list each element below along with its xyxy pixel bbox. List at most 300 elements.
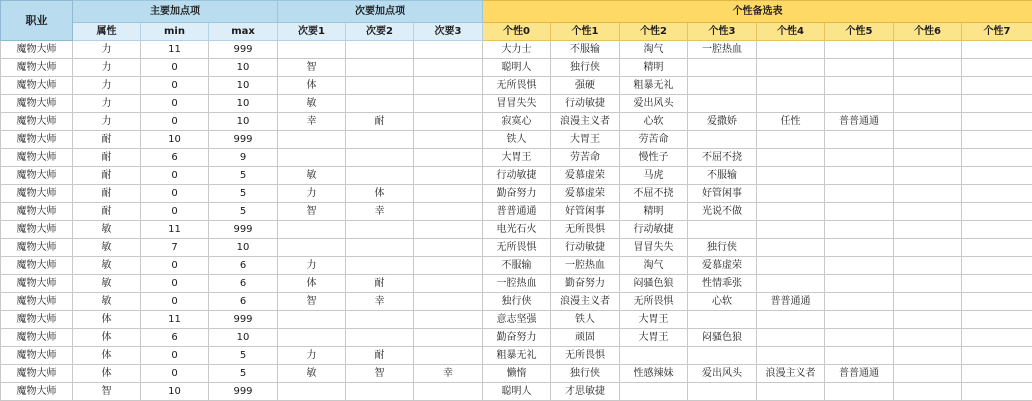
individuality-3-cell[interactable]: 闷骚色狼 bbox=[688, 329, 757, 347]
individuality-2-cell[interactable]: 粗暴无礼 bbox=[620, 77, 688, 95]
individuality-0-cell[interactable]: 一腔热血 bbox=[483, 275, 551, 293]
secondary-1-cell[interactable] bbox=[278, 149, 346, 167]
job-cell[interactable]: 魔物大师 bbox=[1, 149, 73, 167]
attr-cell[interactable]: 敏 bbox=[73, 239, 141, 257]
min-cell[interactable]: 10 bbox=[141, 131, 209, 149]
individuality-0-cell[interactable]: 聪明人 bbox=[483, 59, 551, 77]
individuality-2-cell[interactable]: 劳苦命 bbox=[620, 131, 688, 149]
secondary-3-cell[interactable] bbox=[414, 257, 483, 275]
individuality-4-cell[interactable] bbox=[757, 77, 825, 95]
attr-cell[interactable]: 力 bbox=[73, 41, 141, 59]
secondary-3-cell[interactable] bbox=[414, 77, 483, 95]
secondary-1-cell[interactable]: 体 bbox=[278, 77, 346, 95]
job-cell[interactable]: 魔物大师 bbox=[1, 59, 73, 77]
individuality-4-cell[interactable] bbox=[757, 167, 825, 185]
secondary-3-cell[interactable] bbox=[414, 95, 483, 113]
max-cell[interactable]: 5 bbox=[209, 365, 278, 383]
secondary-1-cell[interactable] bbox=[278, 239, 346, 257]
individuality-5-cell[interactable]: 普普通通 bbox=[825, 365, 894, 383]
secondary-1-cell[interactable]: 智 bbox=[278, 203, 346, 221]
individuality-3-cell[interactable] bbox=[688, 59, 757, 77]
secondary-1-cell[interactable] bbox=[278, 41, 346, 59]
individuality-6-cell[interactable] bbox=[894, 113, 962, 131]
attr-cell[interactable]: 敏 bbox=[73, 275, 141, 293]
individuality-2-cell[interactable]: 无所畏惧 bbox=[620, 293, 688, 311]
attr-cell[interactable]: 敏 bbox=[73, 257, 141, 275]
individuality-7-cell[interactable] bbox=[962, 77, 1032, 95]
individuality-4-cell[interactable] bbox=[757, 311, 825, 329]
individuality-3-cell[interactable] bbox=[688, 77, 757, 95]
max-cell[interactable]: 5 bbox=[209, 203, 278, 221]
individuality-5-cell[interactable] bbox=[825, 95, 894, 113]
individuality-2-cell[interactable]: 冒冒失失 bbox=[620, 239, 688, 257]
individuality-2-cell[interactable]: 心软 bbox=[620, 113, 688, 131]
individuality-4-cell[interactable] bbox=[757, 275, 825, 293]
min-cell[interactable]: 0 bbox=[141, 113, 209, 131]
secondary-1-cell[interactable]: 敏 bbox=[278, 167, 346, 185]
individuality-5-cell[interactable] bbox=[825, 77, 894, 95]
individuality-0-cell[interactable]: 铁人 bbox=[483, 131, 551, 149]
min-cell[interactable]: 6 bbox=[141, 149, 209, 167]
individuality-4-cell[interactable] bbox=[757, 239, 825, 257]
secondary-1-cell[interactable]: 智 bbox=[278, 59, 346, 77]
individuality-4-cell[interactable] bbox=[757, 95, 825, 113]
secondary-2-cell[interactable]: 耐 bbox=[346, 113, 414, 131]
individuality-3-cell[interactable] bbox=[688, 221, 757, 239]
job-cell[interactable]: 魔物大师 bbox=[1, 329, 73, 347]
attr-cell[interactable]: 耐 bbox=[73, 149, 141, 167]
individuality-1-cell[interactable]: 劳苦命 bbox=[551, 149, 620, 167]
individuality-1-cell[interactable]: 不服输 bbox=[551, 41, 620, 59]
individuality-7-cell[interactable] bbox=[962, 149, 1032, 167]
header-individuality-0[interactable]: 个性0 bbox=[483, 23, 551, 41]
secondary-1-cell[interactable] bbox=[278, 329, 346, 347]
individuality-2-cell[interactable]: 闷骚色狼 bbox=[620, 275, 688, 293]
secondary-1-cell[interactable]: 力 bbox=[278, 347, 346, 365]
individuality-7-cell[interactable] bbox=[962, 257, 1032, 275]
job-cell[interactable]: 魔物大师 bbox=[1, 167, 73, 185]
individuality-7-cell[interactable] bbox=[962, 113, 1032, 131]
secondary-1-cell[interactable] bbox=[278, 221, 346, 239]
header-main-group[interactable]: 主要加点项 bbox=[73, 1, 278, 23]
individuality-3-cell[interactable]: 性情乖张 bbox=[688, 275, 757, 293]
individuality-0-cell[interactable]: 无所畏惧 bbox=[483, 239, 551, 257]
job-cell[interactable]: 魔物大师 bbox=[1, 221, 73, 239]
individuality-3-cell[interactable]: 一腔热血 bbox=[688, 41, 757, 59]
secondary-1-cell[interactable]: 体 bbox=[278, 275, 346, 293]
secondary-2-cell[interactable] bbox=[346, 329, 414, 347]
individuality-7-cell[interactable] bbox=[962, 167, 1032, 185]
individuality-0-cell[interactable]: 懒惰 bbox=[483, 365, 551, 383]
attr-cell[interactable]: 力 bbox=[73, 113, 141, 131]
individuality-7-cell[interactable] bbox=[962, 365, 1032, 383]
job-cell[interactable]: 魔物大师 bbox=[1, 275, 73, 293]
individuality-6-cell[interactable] bbox=[894, 131, 962, 149]
secondary-2-cell[interactable]: 幸 bbox=[346, 203, 414, 221]
min-cell[interactable]: 11 bbox=[141, 221, 209, 239]
individuality-5-cell[interactable] bbox=[825, 221, 894, 239]
secondary-3-cell[interactable] bbox=[414, 113, 483, 131]
individuality-0-cell[interactable]: 勤奋努力 bbox=[483, 185, 551, 203]
individuality-6-cell[interactable] bbox=[894, 257, 962, 275]
max-cell[interactable]: 10 bbox=[209, 77, 278, 95]
secondary-1-cell[interactable]: 智 bbox=[278, 293, 346, 311]
secondary-2-cell[interactable] bbox=[346, 167, 414, 185]
individuality-3-cell[interactable]: 爱出风头 bbox=[688, 365, 757, 383]
max-cell[interactable]: 6 bbox=[209, 275, 278, 293]
individuality-3-cell[interactable]: 好管闲事 bbox=[688, 185, 757, 203]
individuality-5-cell[interactable] bbox=[825, 41, 894, 59]
secondary-2-cell[interactable]: 体 bbox=[346, 185, 414, 203]
individuality-3-cell[interactable] bbox=[688, 347, 757, 365]
individuality-6-cell[interactable] bbox=[894, 347, 962, 365]
individuality-3-cell[interactable] bbox=[688, 95, 757, 113]
min-cell[interactable]: 11 bbox=[141, 311, 209, 329]
individuality-3-cell[interactable]: 爱慕虚荣 bbox=[688, 257, 757, 275]
individuality-0-cell[interactable]: 大力士 bbox=[483, 41, 551, 59]
secondary-1-cell[interactable] bbox=[278, 383, 346, 401]
job-cell[interactable]: 魔物大师 bbox=[1, 41, 73, 59]
header-attr[interactable]: 属性 bbox=[73, 23, 141, 41]
max-cell[interactable]: 5 bbox=[209, 185, 278, 203]
max-cell[interactable]: 10 bbox=[209, 113, 278, 131]
attr-cell[interactable]: 力 bbox=[73, 59, 141, 77]
min-cell[interactable]: 11 bbox=[141, 41, 209, 59]
job-cell[interactable]: 魔物大师 bbox=[1, 365, 73, 383]
max-cell[interactable]: 999 bbox=[209, 383, 278, 401]
secondary-1-cell[interactable] bbox=[278, 311, 346, 329]
header-individuality-4[interactable]: 个性4 bbox=[757, 23, 825, 41]
header-secondary-3[interactable]: 次要3 bbox=[414, 23, 483, 41]
individuality-7-cell[interactable] bbox=[962, 185, 1032, 203]
min-cell[interactable]: 0 bbox=[141, 293, 209, 311]
individuality-6-cell[interactable] bbox=[894, 41, 962, 59]
secondary-2-cell[interactable]: 幸 bbox=[346, 293, 414, 311]
individuality-1-cell[interactable]: 浪漫主义者 bbox=[551, 293, 620, 311]
individuality-1-cell[interactable]: 铁人 bbox=[551, 311, 620, 329]
individuality-6-cell[interactable] bbox=[894, 311, 962, 329]
individuality-5-cell[interactable] bbox=[825, 275, 894, 293]
individuality-7-cell[interactable] bbox=[962, 311, 1032, 329]
job-cell[interactable]: 魔物大师 bbox=[1, 347, 73, 365]
individuality-0-cell[interactable]: 聪明人 bbox=[483, 383, 551, 401]
secondary-1-cell[interactable]: 力 bbox=[278, 185, 346, 203]
max-cell[interactable]: 999 bbox=[209, 221, 278, 239]
secondary-1-cell[interactable]: 幸 bbox=[278, 113, 346, 131]
individuality-0-cell[interactable]: 不服输 bbox=[483, 257, 551, 275]
min-cell[interactable]: 0 bbox=[141, 77, 209, 95]
individuality-4-cell[interactable] bbox=[757, 257, 825, 275]
max-cell[interactable]: 10 bbox=[209, 329, 278, 347]
individuality-0-cell[interactable]: 大胃王 bbox=[483, 149, 551, 167]
individuality-2-cell[interactable]: 不屈不挠 bbox=[620, 185, 688, 203]
attr-cell[interactable]: 敏 bbox=[73, 221, 141, 239]
secondary-2-cell[interactable] bbox=[346, 383, 414, 401]
individuality-7-cell[interactable] bbox=[962, 203, 1032, 221]
job-cell[interactable]: 魔物大师 bbox=[1, 131, 73, 149]
header-job[interactable]: 职业 bbox=[1, 1, 73, 41]
attr-cell[interactable]: 敏 bbox=[73, 293, 141, 311]
individuality-6-cell[interactable] bbox=[894, 275, 962, 293]
individuality-3-cell[interactable]: 不服输 bbox=[688, 167, 757, 185]
attr-cell[interactable]: 耐 bbox=[73, 131, 141, 149]
individuality-2-cell[interactable]: 行动敏捷 bbox=[620, 221, 688, 239]
secondary-3-cell[interactable] bbox=[414, 203, 483, 221]
min-cell[interactable]: 7 bbox=[141, 239, 209, 257]
individuality-6-cell[interactable] bbox=[894, 95, 962, 113]
individuality-2-cell[interactable] bbox=[620, 347, 688, 365]
secondary-2-cell[interactable]: 智 bbox=[346, 365, 414, 383]
min-cell[interactable]: 10 bbox=[141, 383, 209, 401]
individuality-6-cell[interactable] bbox=[894, 293, 962, 311]
individuality-5-cell[interactable] bbox=[825, 239, 894, 257]
individuality-1-cell[interactable]: 行动敏捷 bbox=[551, 95, 620, 113]
individuality-3-cell[interactable] bbox=[688, 311, 757, 329]
secondary-3-cell[interactable] bbox=[414, 383, 483, 401]
individuality-6-cell[interactable] bbox=[894, 77, 962, 95]
secondary-3-cell[interactable] bbox=[414, 59, 483, 77]
attr-cell[interactable]: 体 bbox=[73, 347, 141, 365]
secondary-3-cell[interactable]: 幸 bbox=[414, 365, 483, 383]
individuality-5-cell[interactable] bbox=[825, 59, 894, 77]
individuality-2-cell[interactable]: 慢性子 bbox=[620, 149, 688, 167]
header-secondary-2[interactable]: 次要2 bbox=[346, 23, 414, 41]
individuality-6-cell[interactable] bbox=[894, 383, 962, 401]
individuality-2-cell[interactable]: 性感辣妹 bbox=[620, 365, 688, 383]
individuality-1-cell[interactable]: 爱慕虚荣 bbox=[551, 185, 620, 203]
individuality-5-cell[interactable] bbox=[825, 329, 894, 347]
individuality-5-cell[interactable] bbox=[825, 167, 894, 185]
min-cell[interactable]: 0 bbox=[141, 59, 209, 77]
header-individuality-group[interactable]: 个性备选表 bbox=[483, 1, 1032, 23]
individuality-3-cell[interactable] bbox=[688, 131, 757, 149]
individuality-4-cell[interactable] bbox=[757, 149, 825, 167]
secondary-3-cell[interactable] bbox=[414, 221, 483, 239]
individuality-0-cell[interactable]: 电光石火 bbox=[483, 221, 551, 239]
header-individuality-3[interactable]: 个性3 bbox=[688, 23, 757, 41]
job-cell[interactable]: 魔物大师 bbox=[1, 77, 73, 95]
max-cell[interactable]: 999 bbox=[209, 41, 278, 59]
individuality-1-cell[interactable]: 爱慕虚荣 bbox=[551, 167, 620, 185]
individuality-6-cell[interactable] bbox=[894, 59, 962, 77]
individuality-4-cell[interactable] bbox=[757, 329, 825, 347]
secondary-3-cell[interactable] bbox=[414, 329, 483, 347]
job-cell[interactable]: 魔物大师 bbox=[1, 113, 73, 131]
attr-cell[interactable]: 体 bbox=[73, 365, 141, 383]
job-cell[interactable]: 魔物大师 bbox=[1, 185, 73, 203]
individuality-1-cell[interactable]: 好管闲事 bbox=[551, 203, 620, 221]
individuality-6-cell[interactable] bbox=[894, 221, 962, 239]
header-individuality-5[interactable]: 个性5 bbox=[825, 23, 894, 41]
attr-cell[interactable]: 智 bbox=[73, 383, 141, 401]
max-cell[interactable]: 5 bbox=[209, 347, 278, 365]
header-min[interactable]: min bbox=[141, 23, 209, 41]
individuality-2-cell[interactable]: 大胃王 bbox=[620, 311, 688, 329]
individuality-0-cell[interactable]: 寂寞心 bbox=[483, 113, 551, 131]
secondary-2-cell[interactable] bbox=[346, 95, 414, 113]
attr-cell[interactable]: 耐 bbox=[73, 167, 141, 185]
individuality-5-cell[interactable] bbox=[825, 131, 894, 149]
secondary-3-cell[interactable] bbox=[414, 311, 483, 329]
min-cell[interactable]: 0 bbox=[141, 275, 209, 293]
individuality-4-cell[interactable]: 任性 bbox=[757, 113, 825, 131]
individuality-4-cell[interactable] bbox=[757, 347, 825, 365]
individuality-1-cell[interactable]: 大胃王 bbox=[551, 131, 620, 149]
individuality-3-cell[interactable]: 光说不做 bbox=[688, 203, 757, 221]
individuality-6-cell[interactable] bbox=[894, 329, 962, 347]
attr-cell[interactable]: 耐 bbox=[73, 203, 141, 221]
secondary-3-cell[interactable] bbox=[414, 131, 483, 149]
individuality-2-cell[interactable]: 爱出风头 bbox=[620, 95, 688, 113]
max-cell[interactable]: 5 bbox=[209, 167, 278, 185]
individuality-5-cell[interactable] bbox=[825, 185, 894, 203]
individuality-4-cell[interactable]: 普普通通 bbox=[757, 293, 825, 311]
max-cell[interactable]: 9 bbox=[209, 149, 278, 167]
attr-cell[interactable]: 耐 bbox=[73, 185, 141, 203]
secondary-3-cell[interactable] bbox=[414, 347, 483, 365]
min-cell[interactable]: 0 bbox=[141, 347, 209, 365]
secondary-1-cell[interactable]: 力 bbox=[278, 257, 346, 275]
header-secondary-group[interactable]: 次要加点项 bbox=[278, 1, 483, 23]
individuality-4-cell[interactable] bbox=[757, 383, 825, 401]
secondary-3-cell[interactable] bbox=[414, 185, 483, 203]
secondary-2-cell[interactable] bbox=[346, 149, 414, 167]
individuality-2-cell[interactable]: 淘气 bbox=[620, 41, 688, 59]
secondary-3-cell[interactable] bbox=[414, 275, 483, 293]
individuality-6-cell[interactable] bbox=[894, 203, 962, 221]
job-cell[interactable]: 魔物大师 bbox=[1, 383, 73, 401]
secondary-3-cell[interactable] bbox=[414, 149, 483, 167]
secondary-2-cell[interactable] bbox=[346, 131, 414, 149]
secondary-3-cell[interactable] bbox=[414, 239, 483, 257]
max-cell[interactable]: 10 bbox=[209, 239, 278, 257]
job-cell[interactable]: 魔物大师 bbox=[1, 239, 73, 257]
individuality-6-cell[interactable] bbox=[894, 167, 962, 185]
individuality-5-cell[interactable] bbox=[825, 383, 894, 401]
individuality-0-cell[interactable]: 行动敏捷 bbox=[483, 167, 551, 185]
individuality-3-cell[interactable]: 心软 bbox=[688, 293, 757, 311]
attr-cell[interactable]: 力 bbox=[73, 95, 141, 113]
individuality-1-cell[interactable]: 无所畏惧 bbox=[551, 221, 620, 239]
individuality-5-cell[interactable] bbox=[825, 293, 894, 311]
individuality-3-cell[interactable]: 不屈不挠 bbox=[688, 149, 757, 167]
min-cell[interactable]: 0 bbox=[141, 185, 209, 203]
min-cell[interactable]: 0 bbox=[141, 203, 209, 221]
individuality-6-cell[interactable] bbox=[894, 239, 962, 257]
job-cell[interactable]: 魔物大师 bbox=[1, 311, 73, 329]
individuality-7-cell[interactable] bbox=[962, 293, 1032, 311]
individuality-2-cell[interactable]: 大胃王 bbox=[620, 329, 688, 347]
individuality-7-cell[interactable] bbox=[962, 95, 1032, 113]
max-cell[interactable]: 6 bbox=[209, 257, 278, 275]
individuality-2-cell[interactable] bbox=[620, 383, 688, 401]
individuality-0-cell[interactable]: 无所畏惧 bbox=[483, 77, 551, 95]
header-individuality-2[interactable]: 个性2 bbox=[620, 23, 688, 41]
individuality-1-cell[interactable]: 一腔热血 bbox=[551, 257, 620, 275]
individuality-7-cell[interactable] bbox=[962, 347, 1032, 365]
secondary-1-cell[interactable] bbox=[278, 131, 346, 149]
secondary-2-cell[interactable] bbox=[346, 257, 414, 275]
min-cell[interactable]: 0 bbox=[141, 95, 209, 113]
attr-cell[interactable]: 体 bbox=[73, 311, 141, 329]
secondary-2-cell[interactable] bbox=[346, 221, 414, 239]
individuality-6-cell[interactable] bbox=[894, 365, 962, 383]
individuality-1-cell[interactable]: 强硬 bbox=[551, 77, 620, 95]
individuality-4-cell[interactable] bbox=[757, 131, 825, 149]
secondary-3-cell[interactable] bbox=[414, 293, 483, 311]
individuality-1-cell[interactable]: 才思敏捷 bbox=[551, 383, 620, 401]
individuality-3-cell[interactable]: 爱撒娇 bbox=[688, 113, 757, 131]
max-cell[interactable]: 10 bbox=[209, 59, 278, 77]
min-cell[interactable]: 6 bbox=[141, 329, 209, 347]
min-cell[interactable]: 0 bbox=[141, 365, 209, 383]
individuality-7-cell[interactable] bbox=[962, 41, 1032, 59]
individuality-4-cell[interactable] bbox=[757, 59, 825, 77]
individuality-7-cell[interactable] bbox=[962, 383, 1032, 401]
individuality-5-cell[interactable] bbox=[825, 149, 894, 167]
attr-cell[interactable]: 力 bbox=[73, 77, 141, 95]
individuality-4-cell[interactable]: 浪漫主义者 bbox=[757, 365, 825, 383]
individuality-6-cell[interactable] bbox=[894, 149, 962, 167]
secondary-2-cell[interactable] bbox=[346, 77, 414, 95]
individuality-1-cell[interactable]: 顽固 bbox=[551, 329, 620, 347]
job-cell[interactable]: 魔物大师 bbox=[1, 203, 73, 221]
min-cell[interactable]: 0 bbox=[141, 257, 209, 275]
individuality-3-cell[interactable] bbox=[688, 383, 757, 401]
individuality-2-cell[interactable]: 马虎 bbox=[620, 167, 688, 185]
individuality-0-cell[interactable]: 勤奋努力 bbox=[483, 329, 551, 347]
header-individuality-1[interactable]: 个性1 bbox=[551, 23, 620, 41]
max-cell[interactable]: 10 bbox=[209, 95, 278, 113]
individuality-3-cell[interactable]: 独行侠 bbox=[688, 239, 757, 257]
individuality-7-cell[interactable] bbox=[962, 329, 1032, 347]
secondary-2-cell[interactable] bbox=[346, 239, 414, 257]
individuality-4-cell[interactable] bbox=[757, 203, 825, 221]
individuality-0-cell[interactable]: 粗暴无礼 bbox=[483, 347, 551, 365]
secondary-1-cell[interactable]: 敏 bbox=[278, 365, 346, 383]
individuality-2-cell[interactable]: 淘气 bbox=[620, 257, 688, 275]
header-max[interactable]: max bbox=[209, 23, 278, 41]
individuality-5-cell[interactable] bbox=[825, 347, 894, 365]
individuality-7-cell[interactable] bbox=[962, 131, 1032, 149]
secondary-1-cell[interactable]: 敏 bbox=[278, 95, 346, 113]
individuality-0-cell[interactable]: 普普通通 bbox=[483, 203, 551, 221]
individuality-1-cell[interactable]: 独行侠 bbox=[551, 59, 620, 77]
job-cell[interactable]: 魔物大师 bbox=[1, 95, 73, 113]
secondary-2-cell[interactable] bbox=[346, 59, 414, 77]
individuality-1-cell[interactable]: 行动敏捷 bbox=[551, 239, 620, 257]
individuality-4-cell[interactable] bbox=[757, 185, 825, 203]
secondary-2-cell[interactable] bbox=[346, 41, 414, 59]
individuality-4-cell[interactable] bbox=[757, 41, 825, 59]
individuality-7-cell[interactable] bbox=[962, 221, 1032, 239]
individuality-5-cell[interactable] bbox=[825, 311, 894, 329]
job-cell[interactable]: 魔物大师 bbox=[1, 257, 73, 275]
header-individuality-7[interactable]: 个性7 bbox=[962, 23, 1032, 41]
individuality-6-cell[interactable] bbox=[894, 185, 962, 203]
min-cell[interactable]: 0 bbox=[141, 167, 209, 185]
individuality-0-cell[interactable]: 独行侠 bbox=[483, 293, 551, 311]
individuality-5-cell[interactable] bbox=[825, 203, 894, 221]
individuality-5-cell[interactable]: 普普通通 bbox=[825, 113, 894, 131]
individuality-1-cell[interactable]: 浪漫主义者 bbox=[551, 113, 620, 131]
secondary-2-cell[interactable]: 耐 bbox=[346, 275, 414, 293]
header-secondary-1[interactable]: 次要1 bbox=[278, 23, 346, 41]
header-individuality-6[interactable]: 个性6 bbox=[894, 23, 962, 41]
max-cell[interactable]: 6 bbox=[209, 293, 278, 311]
secondary-2-cell[interactable] bbox=[346, 311, 414, 329]
secondary-3-cell[interactable] bbox=[414, 167, 483, 185]
